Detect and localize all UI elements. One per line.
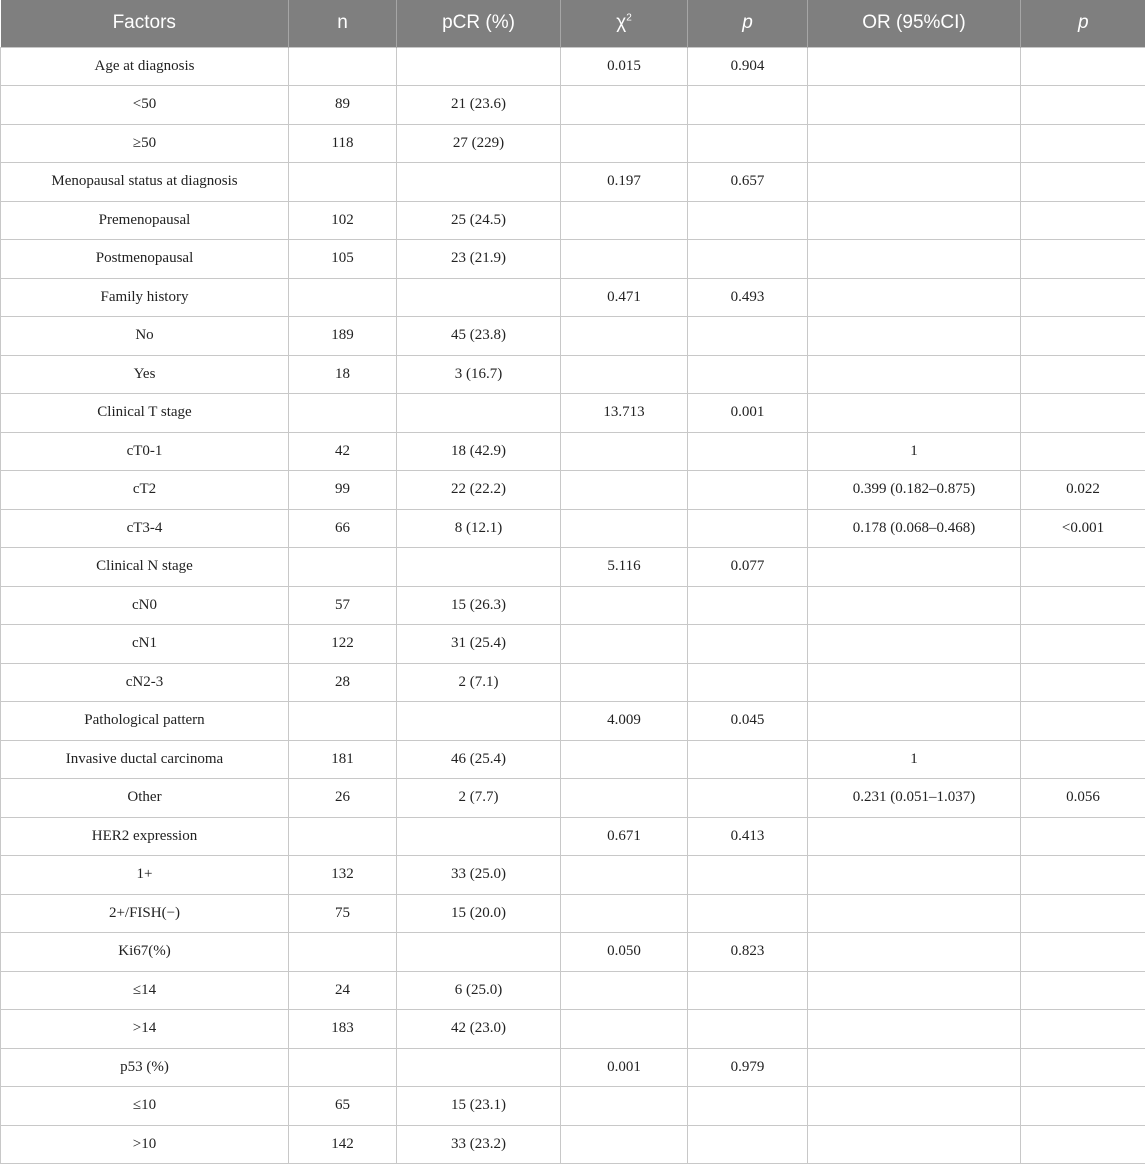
cell-n: 189	[289, 317, 397, 356]
cell-factor: cN0	[1, 586, 289, 625]
table-row	[1, 86, 1145, 125]
cell-p-chi	[688, 1125, 808, 1164]
cell-p-or	[1021, 163, 1145, 202]
cell-p-or	[1021, 86, 1145, 125]
cell-n	[289, 47, 397, 86]
cell-or-ci: 1	[808, 432, 1021, 471]
cell-pcr: 8 (12.1)	[397, 509, 561, 548]
cell-n: 28	[289, 663, 397, 702]
cell-or-ci	[808, 663, 1021, 702]
cell-or-ci	[808, 1010, 1021, 1049]
cell-p-or	[1021, 663, 1145, 702]
cell-factor: Premenopausal	[1, 201, 289, 240]
cell-n: 181	[289, 740, 397, 779]
cell-chi-square	[561, 355, 688, 394]
cell-p-chi	[688, 779, 808, 818]
table-body	[1, 47, 1145, 1164]
cell-n	[289, 933, 397, 972]
cell-pcr: 33 (25.0)	[397, 856, 561, 895]
cell-p-chi	[688, 740, 808, 779]
cell-factor: >14	[1, 1010, 289, 1049]
cell-n: 102	[289, 201, 397, 240]
cell-pcr: 15 (26.3)	[397, 586, 561, 625]
cell-or-ci	[808, 355, 1021, 394]
cell-p-or	[1021, 548, 1145, 587]
cell-p-or	[1021, 278, 1145, 317]
cell-pcr: 15 (20.0)	[397, 894, 561, 933]
cell-n: 57	[289, 586, 397, 625]
table-row	[1, 856, 1145, 895]
table-row	[1, 1087, 1145, 1126]
header-row	[1, 0, 1145, 47]
cell-p-or	[1021, 240, 1145, 279]
cell-or-ci	[808, 625, 1021, 664]
cell-p-chi: 0.045	[688, 702, 808, 741]
cell-p-chi: 0.904	[688, 47, 808, 86]
cell-pcr: 21 (23.6)	[397, 86, 561, 125]
cell-factor: Menopausal status at diagnosis	[1, 163, 289, 202]
table-row	[1, 47, 1145, 86]
cell-chi-square: 0.471	[561, 278, 688, 317]
cell-pcr: 3 (16.7)	[397, 355, 561, 394]
header-pcr: pCR (%)	[397, 0, 561, 47]
table-row	[1, 394, 1145, 433]
cell-p-chi	[688, 894, 808, 933]
table-row	[1, 586, 1145, 625]
cell-p-chi	[688, 355, 808, 394]
cell-n: 142	[289, 1125, 397, 1164]
cell-factor: p53 (%)	[1, 1048, 289, 1087]
cell-factor: <50	[1, 86, 289, 125]
cell-p-or	[1021, 47, 1145, 86]
cell-factor: HER2 expression	[1, 817, 289, 856]
table-row	[1, 355, 1145, 394]
cell-p-or	[1021, 971, 1145, 1010]
cell-factor: cT3-4	[1, 509, 289, 548]
cell-n	[289, 548, 397, 587]
cell-factor: Postmenopausal	[1, 240, 289, 279]
cell-p-chi	[688, 471, 808, 510]
cell-n: 66	[289, 509, 397, 548]
table-row	[1, 432, 1145, 471]
table-row	[1, 1048, 1145, 1087]
cell-p-or	[1021, 702, 1145, 741]
cell-factor: >10	[1, 1125, 289, 1164]
table-row	[1, 317, 1145, 356]
cell-p-chi	[688, 240, 808, 279]
table-row	[1, 548, 1145, 587]
cell-chi-square	[561, 240, 688, 279]
cell-p-chi	[688, 1010, 808, 1049]
cell-factor: cN1	[1, 625, 289, 664]
cell-p-or: <0.001	[1021, 509, 1145, 548]
cell-n: 122	[289, 625, 397, 664]
cell-p-or	[1021, 933, 1145, 972]
cell-factor: 2+/FISH(−)	[1, 894, 289, 933]
cell-or-ci: 1	[808, 740, 1021, 779]
cell-n: 65	[289, 1087, 397, 1126]
cell-chi-square	[561, 1087, 688, 1126]
cell-p-or	[1021, 740, 1145, 779]
cell-p-or: 0.056	[1021, 779, 1145, 818]
cell-pcr	[397, 394, 561, 433]
cell-or-ci: 0.231 (0.051–1.037)	[808, 779, 1021, 818]
cell-factor: Family history	[1, 278, 289, 317]
cell-chi-square: 13.713	[561, 394, 688, 433]
cell-n: 18	[289, 355, 397, 394]
cell-factor: cT2	[1, 471, 289, 510]
cell-or-ci	[808, 1087, 1021, 1126]
cell-chi-square	[561, 894, 688, 933]
table-row	[1, 163, 1145, 202]
cell-or-ci	[808, 702, 1021, 741]
cell-p-or	[1021, 317, 1145, 356]
cell-n	[289, 702, 397, 741]
cell-factor: Clinical T stage	[1, 394, 289, 433]
cell-pcr: 46 (25.4)	[397, 740, 561, 779]
cell-chi-square	[561, 971, 688, 1010]
cell-chi-square	[561, 432, 688, 471]
cell-chi-square	[561, 86, 688, 125]
cell-n	[289, 278, 397, 317]
cell-factor: Age at diagnosis	[1, 47, 289, 86]
cell-chi-square: 0.001	[561, 1048, 688, 1087]
cell-n	[289, 817, 397, 856]
cell-chi-square: 0.197	[561, 163, 688, 202]
cell-or-ci	[808, 47, 1021, 86]
cell-p-or	[1021, 625, 1145, 664]
table-row	[1, 779, 1145, 818]
table-row	[1, 740, 1145, 779]
table-row	[1, 471, 1145, 510]
cell-p-or	[1021, 394, 1145, 433]
cell-pcr: 2 (7.7)	[397, 779, 561, 818]
cell-factor: Pathological pattern	[1, 702, 289, 741]
cell-pcr: 18 (42.9)	[397, 432, 561, 471]
cell-p-or	[1021, 586, 1145, 625]
cell-p-chi: 0.979	[688, 1048, 808, 1087]
cell-p-chi	[688, 971, 808, 1010]
cell-n: 118	[289, 124, 397, 163]
cell-n	[289, 394, 397, 433]
cell-p-or	[1021, 1010, 1145, 1049]
cell-p-chi	[688, 1087, 808, 1126]
cell-chi-square	[561, 586, 688, 625]
cell-chi-square	[561, 471, 688, 510]
cell-pcr	[397, 47, 561, 86]
cell-or-ci: 0.178 (0.068–0.468)	[808, 509, 1021, 548]
cell-pcr: 31 (25.4)	[397, 625, 561, 664]
cell-p-or	[1021, 124, 1145, 163]
cell-factor: ≤14	[1, 971, 289, 1010]
cell-factor: No	[1, 317, 289, 356]
cell-or-ci	[808, 971, 1021, 1010]
table-row	[1, 1125, 1145, 1164]
cell-factor: Ki67(%)	[1, 933, 289, 972]
cell-factor: cT0-1	[1, 432, 289, 471]
table-row	[1, 933, 1145, 972]
cell-pcr: 25 (24.5)	[397, 201, 561, 240]
cell-chi-square: 4.009	[561, 702, 688, 741]
cell-p-chi: 0.823	[688, 933, 808, 972]
cell-factor: Yes	[1, 355, 289, 394]
cell-pcr: 15 (23.1)	[397, 1087, 561, 1126]
cell-pcr: 23 (21.9)	[397, 240, 561, 279]
cell-or-ci	[808, 201, 1021, 240]
cell-chi-square	[561, 201, 688, 240]
cell-n: 105	[289, 240, 397, 279]
cell-factor: Clinical N stage	[1, 548, 289, 587]
table-header	[1, 0, 1145, 47]
cell-p-or: 0.022	[1021, 471, 1145, 510]
header-chi-square	[561, 0, 688, 47]
cell-n: 24	[289, 971, 397, 1010]
table-row	[1, 702, 1145, 741]
cell-or-ci	[808, 86, 1021, 125]
cell-n: 132	[289, 856, 397, 895]
cell-or-ci	[808, 548, 1021, 587]
cell-p-chi	[688, 586, 808, 625]
cell-pcr: 2 (7.1)	[397, 663, 561, 702]
cell-or-ci: 0.399 (0.182–0.875)	[808, 471, 1021, 510]
cell-p-or	[1021, 894, 1145, 933]
cell-p-chi	[688, 663, 808, 702]
cell-p-chi	[688, 432, 808, 471]
cell-p-chi	[688, 625, 808, 664]
cell-chi-square	[561, 625, 688, 664]
cell-chi-square	[561, 663, 688, 702]
cell-p-or	[1021, 1125, 1145, 1164]
chi-symbol: χ	[616, 12, 627, 34]
cell-or-ci	[808, 163, 1021, 202]
cell-chi-square	[561, 1010, 688, 1049]
cell-pcr	[397, 1048, 561, 1087]
cell-n: 26	[289, 779, 397, 818]
header-n: n	[289, 0, 397, 47]
cell-p-chi	[688, 856, 808, 895]
cell-or-ci	[808, 894, 1021, 933]
cell-p-or	[1021, 432, 1145, 471]
cell-p-chi: 0.657	[688, 163, 808, 202]
cell-or-ci	[808, 278, 1021, 317]
cell-or-ci	[808, 124, 1021, 163]
cell-p-or	[1021, 201, 1145, 240]
cell-n: 42	[289, 432, 397, 471]
cell-chi-square	[561, 779, 688, 818]
cell-factor: ≤10	[1, 1087, 289, 1126]
cell-factor: Other	[1, 779, 289, 818]
cell-n	[289, 1048, 397, 1087]
cell-pcr	[397, 278, 561, 317]
cell-or-ci	[808, 817, 1021, 856]
cell-or-ci	[808, 1048, 1021, 1087]
cell-or-ci	[808, 240, 1021, 279]
table-row	[1, 509, 1145, 548]
table-row	[1, 1010, 1145, 1049]
table-row	[1, 894, 1145, 933]
cell-n: 75	[289, 894, 397, 933]
cell-n	[289, 163, 397, 202]
cell-or-ci	[808, 856, 1021, 895]
table-row	[1, 625, 1145, 664]
cell-or-ci	[808, 933, 1021, 972]
cell-p-or	[1021, 856, 1145, 895]
table-row	[1, 663, 1145, 702]
cell-p-chi: 0.077	[688, 548, 808, 587]
cell-p-chi: 0.493	[688, 278, 808, 317]
cell-n: 89	[289, 86, 397, 125]
cell-chi-square: 5.116	[561, 548, 688, 587]
cell-p-or	[1021, 1048, 1145, 1087]
cell-pcr	[397, 702, 561, 741]
cell-n: 183	[289, 1010, 397, 1049]
cell-p-chi	[688, 317, 808, 356]
table-row	[1, 201, 1145, 240]
header-factors: Factors	[1, 0, 289, 47]
cell-p-chi: 0.413	[688, 817, 808, 856]
cell-chi-square	[561, 317, 688, 356]
cell-n: 99	[289, 471, 397, 510]
cell-factor: ≥50	[1, 124, 289, 163]
cell-factor: 1+	[1, 856, 289, 895]
cell-chi-square	[561, 856, 688, 895]
header-p-chi: p	[688, 0, 808, 47]
cell-p-chi	[688, 124, 808, 163]
cell-p-chi	[688, 201, 808, 240]
cell-or-ci	[808, 394, 1021, 433]
cell-p-or	[1021, 1087, 1145, 1126]
cell-p-chi	[688, 509, 808, 548]
cell-pcr	[397, 548, 561, 587]
cell-p-or	[1021, 355, 1145, 394]
cell-pcr: 45 (23.8)	[397, 317, 561, 356]
cell-or-ci	[808, 586, 1021, 625]
cell-factor: cN2-3	[1, 663, 289, 702]
cell-pcr	[397, 163, 561, 202]
table-row	[1, 971, 1145, 1010]
cell-pcr: 42 (23.0)	[397, 1010, 561, 1049]
cell-pcr: 22 (22.2)	[397, 471, 561, 510]
cell-chi-square	[561, 124, 688, 163]
cell-chi-square: 0.671	[561, 817, 688, 856]
cell-pcr: 6 (25.0)	[397, 971, 561, 1010]
cell-chi-square	[561, 509, 688, 548]
table-row	[1, 124, 1145, 163]
cell-chi-square: 0.015	[561, 47, 688, 86]
cell-pcr	[397, 817, 561, 856]
header-or-ci: OR (95%CI)	[808, 0, 1021, 47]
cell-or-ci	[808, 1125, 1021, 1164]
cell-or-ci	[808, 317, 1021, 356]
cell-pcr: 27 (229)	[397, 124, 561, 163]
cell-p-or	[1021, 817, 1145, 856]
cell-chi-square	[561, 1125, 688, 1164]
cell-factor: Invasive ductal carcinoma	[1, 740, 289, 779]
cell-pcr: 33 (23.2)	[397, 1125, 561, 1164]
cell-p-chi: 0.001	[688, 394, 808, 433]
table-row	[1, 278, 1145, 317]
table-row	[1, 817, 1145, 856]
cell-pcr	[397, 933, 561, 972]
chi-superscript: 2	[626, 12, 632, 24]
header-p-or: p	[1021, 0, 1145, 47]
cell-chi-square	[561, 740, 688, 779]
cell-chi-square: 0.050	[561, 933, 688, 972]
cell-p-chi	[688, 86, 808, 125]
table-row	[1, 240, 1145, 279]
